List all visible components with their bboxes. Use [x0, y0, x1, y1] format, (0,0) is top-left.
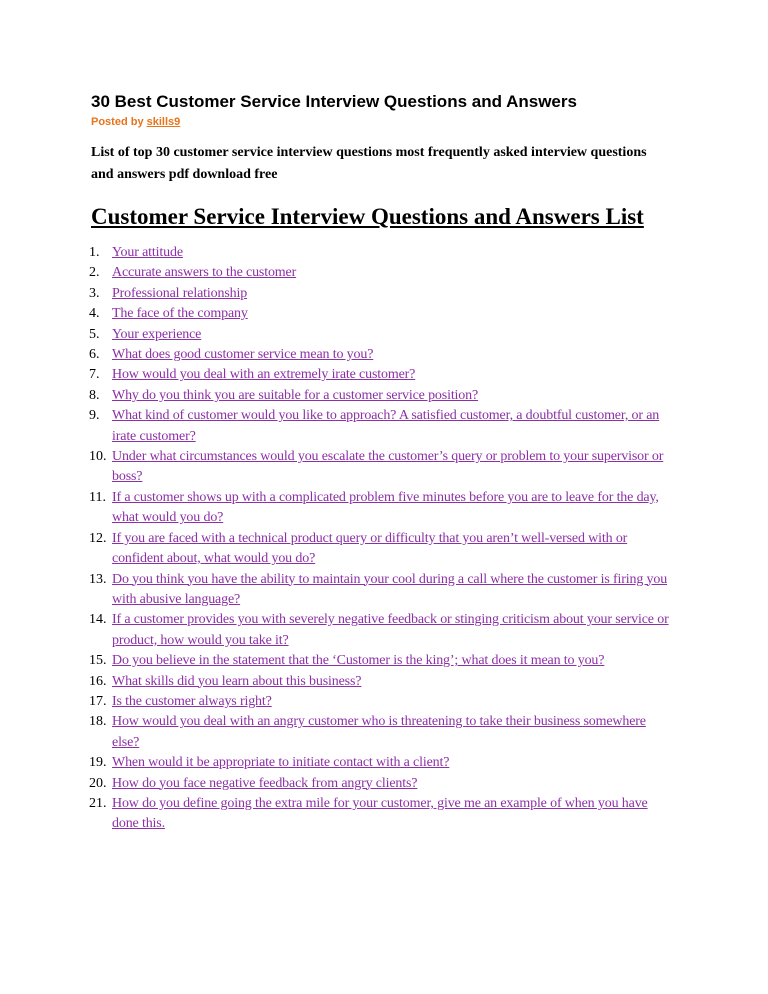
list-item [89, 753, 689, 773]
list-item-number: 15. [89, 653, 107, 669]
list-item-number: 12. [89, 530, 107, 546]
byline [91, 115, 691, 129]
list-item [89, 570, 689, 611]
question-link[interactable]: Why do you think you are suitable for a customer service position? [112, 387, 479, 403]
list-item [89, 529, 689, 570]
question-link[interactable]: If you are faced with a technical product query or difficulty that you aren’t well-versed with or confident about, what would you do? [112, 530, 628, 567]
question-link[interactable]: Is the customer always right? [112, 693, 272, 709]
list-item [89, 447, 689, 488]
list-item-number: 6. [89, 347, 100, 363]
list-item [89, 692, 689, 712]
list-item-number: 7. [89, 367, 100, 383]
list-item [89, 610, 689, 651]
list-item-number: 11. [89, 489, 106, 505]
list-item-number: 19. [89, 755, 107, 771]
list-item [89, 365, 689, 385]
question-link[interactable]: Do you think you have the ability to maintain your cool during a call where the customer is firing you with abusive language? [112, 571, 668, 607]
list-item-number: 13. [89, 571, 107, 587]
question-link[interactable]: Under what circumstances would you escalate the customer’s query or problem to your supervisor or boss? [112, 449, 664, 485]
document-page [91, 92, 691, 835]
question-link[interactable]: Your experience [112, 326, 202, 342]
intro-paragraph: List of top 30 customer service interview questions most frequently asked interview questions and answers pdf download free [91, 145, 647, 182]
question-link[interactable]: What kind of customer would you like to approach? A satisfied customer, a doubtful customer, or an irate customer? [112, 408, 660, 444]
list-item [89, 651, 689, 671]
question-link[interactable]: If a customer shows up with a complicated problem five minutes before you are to leave for the day, what would you do? [112, 489, 659, 526]
question-link[interactable]: If a customer provides you with severely negative feedback or stinging criticism about your service or product, how would you take it? [112, 612, 669, 648]
list-item-number: 4. [89, 306, 100, 322]
list-item [89, 794, 689, 835]
question-link[interactable]: How do you define going the extra mile for your customer, give me an example of when you have done this. [112, 795, 648, 832]
list-item [89, 345, 689, 365]
list-item [89, 304, 689, 324]
list-item-number: 21. [89, 795, 107, 811]
question-link[interactable]: How would you deal with an angry customer who is threatening to take their business somewhere else? [112, 714, 646, 750]
list-item-number: 17. [89, 693, 107, 709]
list-item-number: 14. [89, 612, 107, 628]
list-item [89, 774, 689, 794]
list-item [89, 243, 689, 263]
list-item-number: 18. [89, 714, 107, 730]
question-link[interactable]: Accurate answers to the customer [112, 265, 297, 281]
author-link[interactable]: skills9 [146, 116, 181, 128]
list-item-number: 2. [89, 265, 100, 281]
list-item [89, 712, 689, 753]
list-item-number: 10. [89, 449, 107, 465]
list-item-number: 20. [89, 775, 107, 791]
question-link[interactable]: Do you believe in the statement that the ‘Customer is the king’; what does it mean to you? [112, 653, 605, 669]
list-item-number: 8. [89, 387, 100, 403]
list-item-number: 5. [89, 326, 100, 342]
section-heading: Customer Service Interview Questions and Answers List [91, 204, 644, 229]
list-item [89, 284, 689, 304]
list-item [89, 488, 689, 529]
list-item [89, 325, 689, 345]
list-item-number: 1. [89, 245, 100, 260]
list-item [89, 406, 689, 447]
list-item-number: 9. [89, 408, 100, 424]
list-item-number: 3. [89, 285, 100, 301]
question-link[interactable]: The face of the company [112, 306, 248, 322]
byline-prefix: Posted by [91, 116, 144, 128]
page-title: 30 Best Customer Service Interview Questions and Answers [91, 92, 577, 111]
question-list [89, 243, 689, 835]
question-link[interactable]: How would you deal with an extremely irate customer? [112, 367, 416, 383]
question-link[interactable]: What does good customer service mean to you? [112, 347, 374, 363]
question-link[interactable]: How do you face negative feedback from angry clients? [112, 775, 418, 791]
list-item [89, 386, 689, 406]
question-link[interactable]: Your attitude [112, 245, 183, 260]
question-link[interactable]: What skills did you learn about this business? [112, 673, 362, 689]
question-link[interactable]: When would it be appropriate to initiate contact with a client? [112, 755, 450, 771]
list-item [89, 672, 689, 692]
list-item-number: 16. [89, 673, 107, 689]
question-link[interactable]: Professional relationship [112, 285, 248, 301]
list-item [89, 263, 689, 283]
